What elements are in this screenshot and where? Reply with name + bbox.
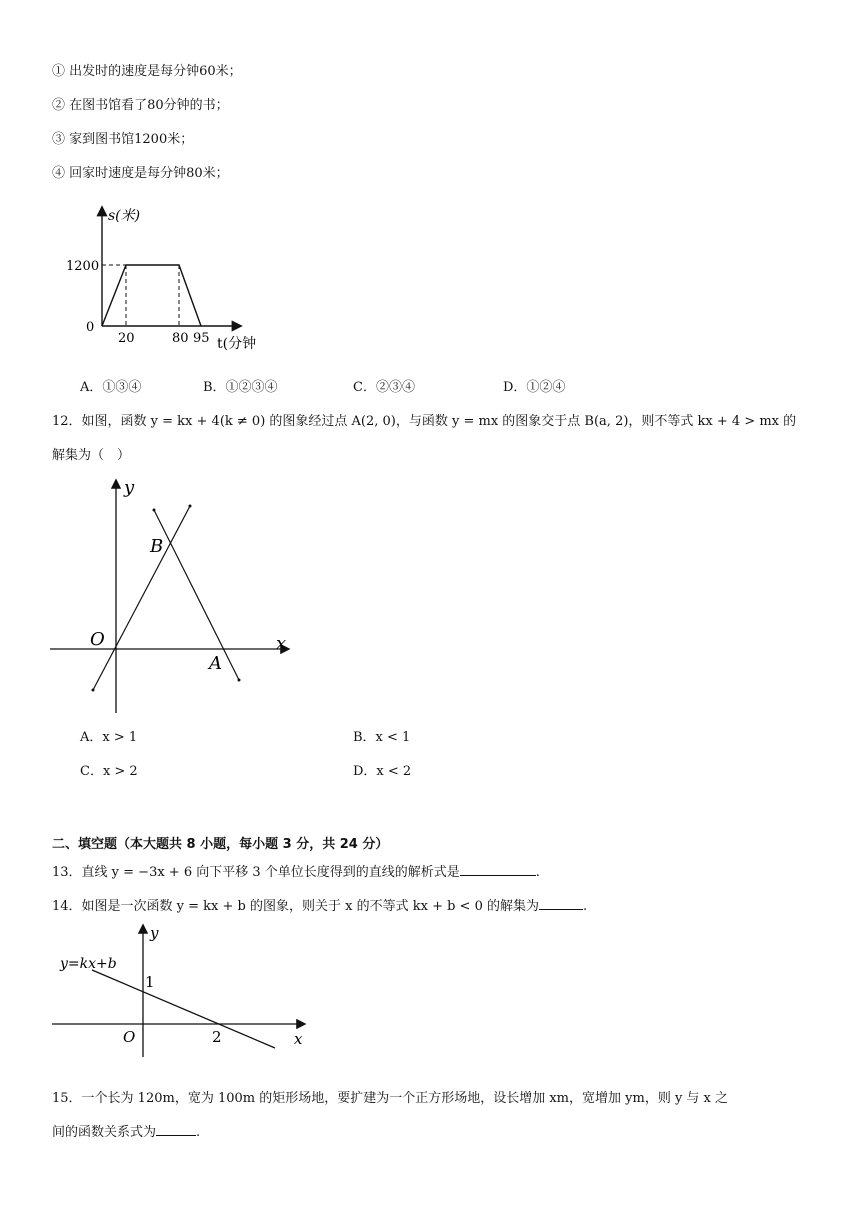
- origin-label: O: [123, 1028, 136, 1046]
- q11-option-b[interactable]: B．①②③④: [203, 380, 278, 395]
- statement-2: ② 在图书馆看了80分钟的书；: [52, 98, 229, 113]
- y-label: y: [124, 477, 135, 498]
- line-y-mx: [93, 506, 190, 690]
- y-intercept-label: 1: [145, 973, 155, 991]
- intersecting-lines-graph: [50, 475, 300, 720]
- line-equation-label: y=kx+b: [60, 956, 117, 972]
- section-2-title: 二、填空题（本大题共 8 小题，每小题 3 分，共 24 分）: [52, 837, 389, 852]
- line-y-kx-plus-b: [92, 970, 275, 1048]
- statement-4: ④ 回家时速度是每分钟80米；: [52, 166, 229, 181]
- x-tick-20: 20: [118, 331, 135, 346]
- q15-text: 间的函数关系式为: [52, 1125, 157, 1140]
- linear-function-graph: [52, 922, 317, 1057]
- x-tick-95: 95: [193, 331, 210, 346]
- statement-1: ① 出发时的速度是每分钟60米；: [52, 64, 242, 79]
- q12-option-d[interactable]: D．x < 2: [353, 764, 412, 779]
- q14: [52, 895, 587, 914]
- q14-end: .: [582, 899, 588, 914]
- q12-option-b[interactable]: B．x < 1: [353, 730, 411, 745]
- q11-option-d[interactable]: D．①②④: [503, 380, 566, 395]
- x-tick-80: 80: [172, 331, 189, 346]
- x-intercept-label: 2: [212, 1028, 222, 1046]
- y-axis-label: s(米): [108, 208, 141, 224]
- q15: [52, 1121, 200, 1140]
- distance-time-graph: [60, 200, 280, 355]
- point-b-label: B: [150, 536, 164, 557]
- q11-option-c[interactable]: C．②③④: [353, 380, 415, 395]
- q12-stem-line2: 解集为（ ）: [52, 448, 131, 463]
- line-y-kx-plus-4: [154, 510, 239, 680]
- q13: [52, 861, 540, 880]
- q14-answer-blank[interactable]: [539, 897, 583, 910]
- q14-text: 14．如图是一次函数 y = kx + b 的图象，则关于 x 的不等式 kx + b < 0 的解集为: [52, 899, 539, 914]
- x-label: x: [276, 633, 287, 654]
- statement-3: ③ 家到图书馆1200米；: [52, 132, 194, 147]
- y-label: y: [150, 924, 159, 942]
- q15-answer-blank[interactable]: [156, 1123, 196, 1136]
- q13-text: 13．直线 y = −3x + 6 向下平移 3 个单位长度得到的直线的解析式是: [52, 865, 460, 880]
- distance-path: [102, 265, 201, 326]
- origin-label: O: [90, 629, 105, 650]
- origin-label: 0: [86, 320, 95, 335]
- point-a-label: A: [209, 653, 222, 674]
- x-axis-label: t(分钟: [217, 336, 257, 352]
- q11-option-a[interactable]: A．①③④: [80, 380, 142, 395]
- x-label: x: [294, 1030, 303, 1048]
- q12-stem-line1: 12．如图，函数 y = kx + 4(k ≠ 0) 的图象经过点 A(2, 0)，与函数 y = mx 的图象交于点 B(a, 2)，则不等式 kx + 4 > mx 的: [52, 414, 797, 429]
- q12-option-c[interactable]: C．x > 2: [80, 764, 138, 779]
- q15-stem-line1: 15．一个长为 120m，宽为 100m 的矩形场地，要扩建为一个正方形场地，设长增加 xm，宽增加 ym，则 y 与 x 之: [52, 1091, 729, 1106]
- q15-end: .: [196, 1125, 201, 1140]
- q13-answer-blank[interactable]: [460, 863, 536, 876]
- q12-option-a[interactable]: A．x > 1: [80, 730, 138, 745]
- y-tick-1200: 1200: [66, 259, 100, 274]
- q13-end: .: [535, 865, 540, 880]
